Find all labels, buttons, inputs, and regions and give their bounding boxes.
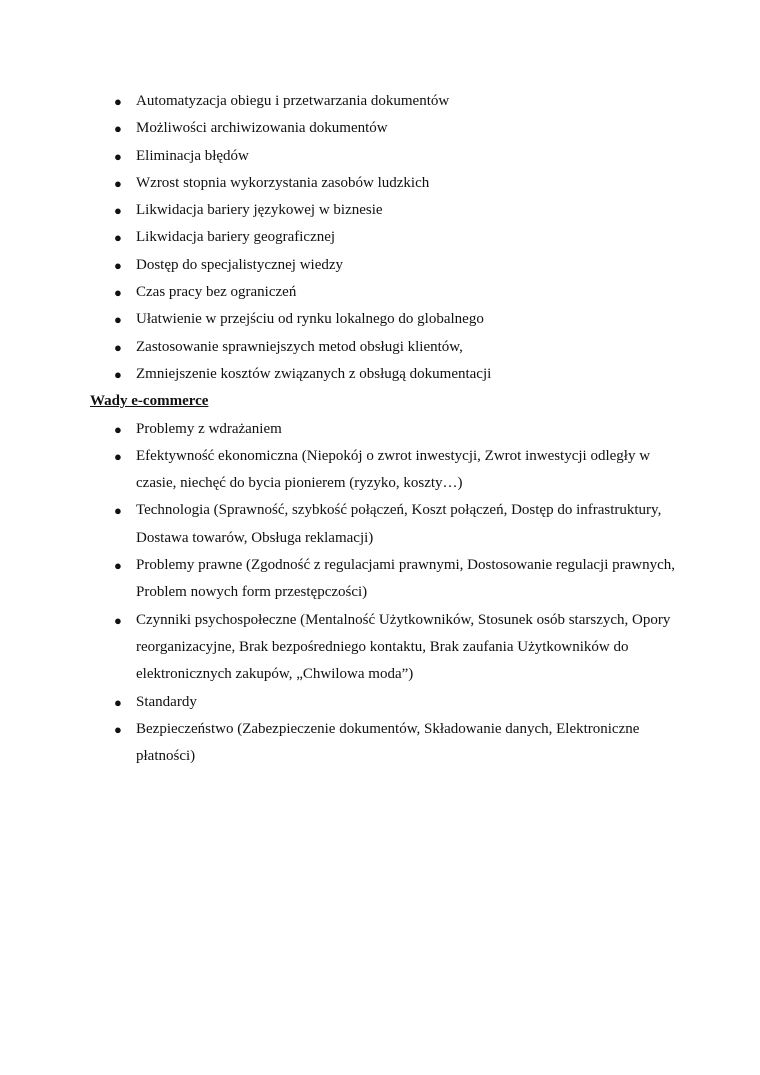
list-item-text: Efektywność ekonomiczna (Niepokój o zwrot inwestycji, Zwrot inwestycji odległy w czasie, niechęć do bycia pionierem (ryzyko, koszty…) bbox=[136, 447, 651, 492]
list-item bbox=[90, 306, 690, 333]
list-item bbox=[90, 88, 690, 115]
list-item bbox=[90, 143, 690, 170]
bullet-icon: ● bbox=[114, 312, 122, 328]
list-item bbox=[90, 607, 690, 689]
disadvantages-heading: Wady e-commerce bbox=[90, 393, 209, 410]
bullet-icon: ● bbox=[114, 339, 122, 355]
list-item-text: Bezpieczeństwo (Zabezpieczenie dokumentów, Składowanie danych, Elektroniczne płatności) bbox=[136, 720, 640, 765]
bullet-icon: ● bbox=[114, 257, 122, 273]
list-item-text: Standardy bbox=[136, 693, 197, 710]
advantages-list bbox=[90, 88, 690, 388]
bullet-icon: ● bbox=[114, 175, 122, 191]
list-item bbox=[90, 416, 690, 443]
list-item-text: Ułatwienie w przejściu od rynku lokalnego do globalnego bbox=[136, 311, 484, 328]
list-item bbox=[90, 443, 690, 498]
list-item bbox=[90, 689, 690, 716]
bullet-icon: ● bbox=[114, 203, 122, 219]
bullet-icon: ● bbox=[114, 230, 122, 246]
bullet-icon: ● bbox=[114, 285, 122, 301]
list-item bbox=[90, 552, 690, 607]
bullet-icon: ● bbox=[114, 448, 122, 464]
bullet-icon: ● bbox=[114, 721, 122, 737]
list-item-text: Zastosowanie sprawniejszych metod obsługi klientów, bbox=[136, 338, 463, 355]
list-item-text: Dostęp do specjalistycznej wiedzy bbox=[136, 256, 344, 273]
list-item-text: Zmniejszenie kosztów związanych z obsługą dokumentacji bbox=[136, 365, 492, 382]
list-item-text: Automatyzacja obiegu i przetwarzania dokumentów bbox=[136, 93, 450, 109]
list-item-text: Eliminacja błędów bbox=[136, 147, 249, 164]
list-item-text: Możliwości archiwizowania dokumentów bbox=[136, 120, 388, 137]
bullet-icon: ● bbox=[114, 148, 122, 164]
bullet-icon: ● bbox=[114, 121, 122, 137]
bullet-icon: ● bbox=[114, 94, 122, 109]
list-item bbox=[90, 716, 690, 771]
list-item bbox=[90, 279, 690, 306]
list-item bbox=[90, 197, 690, 224]
list-item bbox=[90, 224, 690, 251]
list-item bbox=[90, 497, 690, 552]
list-item-text: Problemy prawne (Zgodność z regulacjami prawnymi, Dostosowanie regulacji prawnych, Problem nowych form przestępczości) bbox=[136, 557, 676, 601]
document-content bbox=[90, 88, 690, 770]
list-item-text: Likwidacja bariery geograficznej bbox=[136, 229, 336, 246]
list-item-text: Czynniki psychospołeczne (Mentalność Użytkowników, Stosunek osób starszych, Opory reorganizacyjne, Brak bezpośredniego kontaktu, Brak zaufania Użytkowników do elektronicznych zakupów, „Chwilowa moda”) bbox=[136, 611, 671, 683]
list-item bbox=[90, 361, 690, 388]
list-item-text: Likwidacja bariery językowej w biznesie bbox=[136, 202, 383, 219]
bullet-icon: ● bbox=[114, 558, 122, 574]
list-item-text: Czas pracy bez ograniczeń bbox=[136, 284, 297, 301]
list-item bbox=[90, 334, 690, 361]
disadvantages-list bbox=[90, 416, 690, 771]
list-item-text: Wzrost stopnia wykorzystania zasobów ludzkich bbox=[136, 174, 430, 191]
bullet-icon: ● bbox=[114, 612, 122, 628]
bullet-icon: ● bbox=[114, 421, 122, 437]
list-item bbox=[90, 252, 690, 279]
bullet-icon: ● bbox=[114, 366, 122, 382]
list-item-text: Problemy z wdrażaniem bbox=[136, 420, 282, 437]
bullet-icon: ● bbox=[114, 503, 122, 519]
bullet-icon: ● bbox=[114, 694, 122, 710]
list-item-text: Technologia (Sprawność, szybkość połączeń, Koszt połączeń, Dostęp do infrastruktury, Dostawa towarów, Obsługa reklamacji) bbox=[136, 502, 662, 546]
list-item bbox=[90, 170, 690, 197]
list-item bbox=[90, 115, 690, 142]
